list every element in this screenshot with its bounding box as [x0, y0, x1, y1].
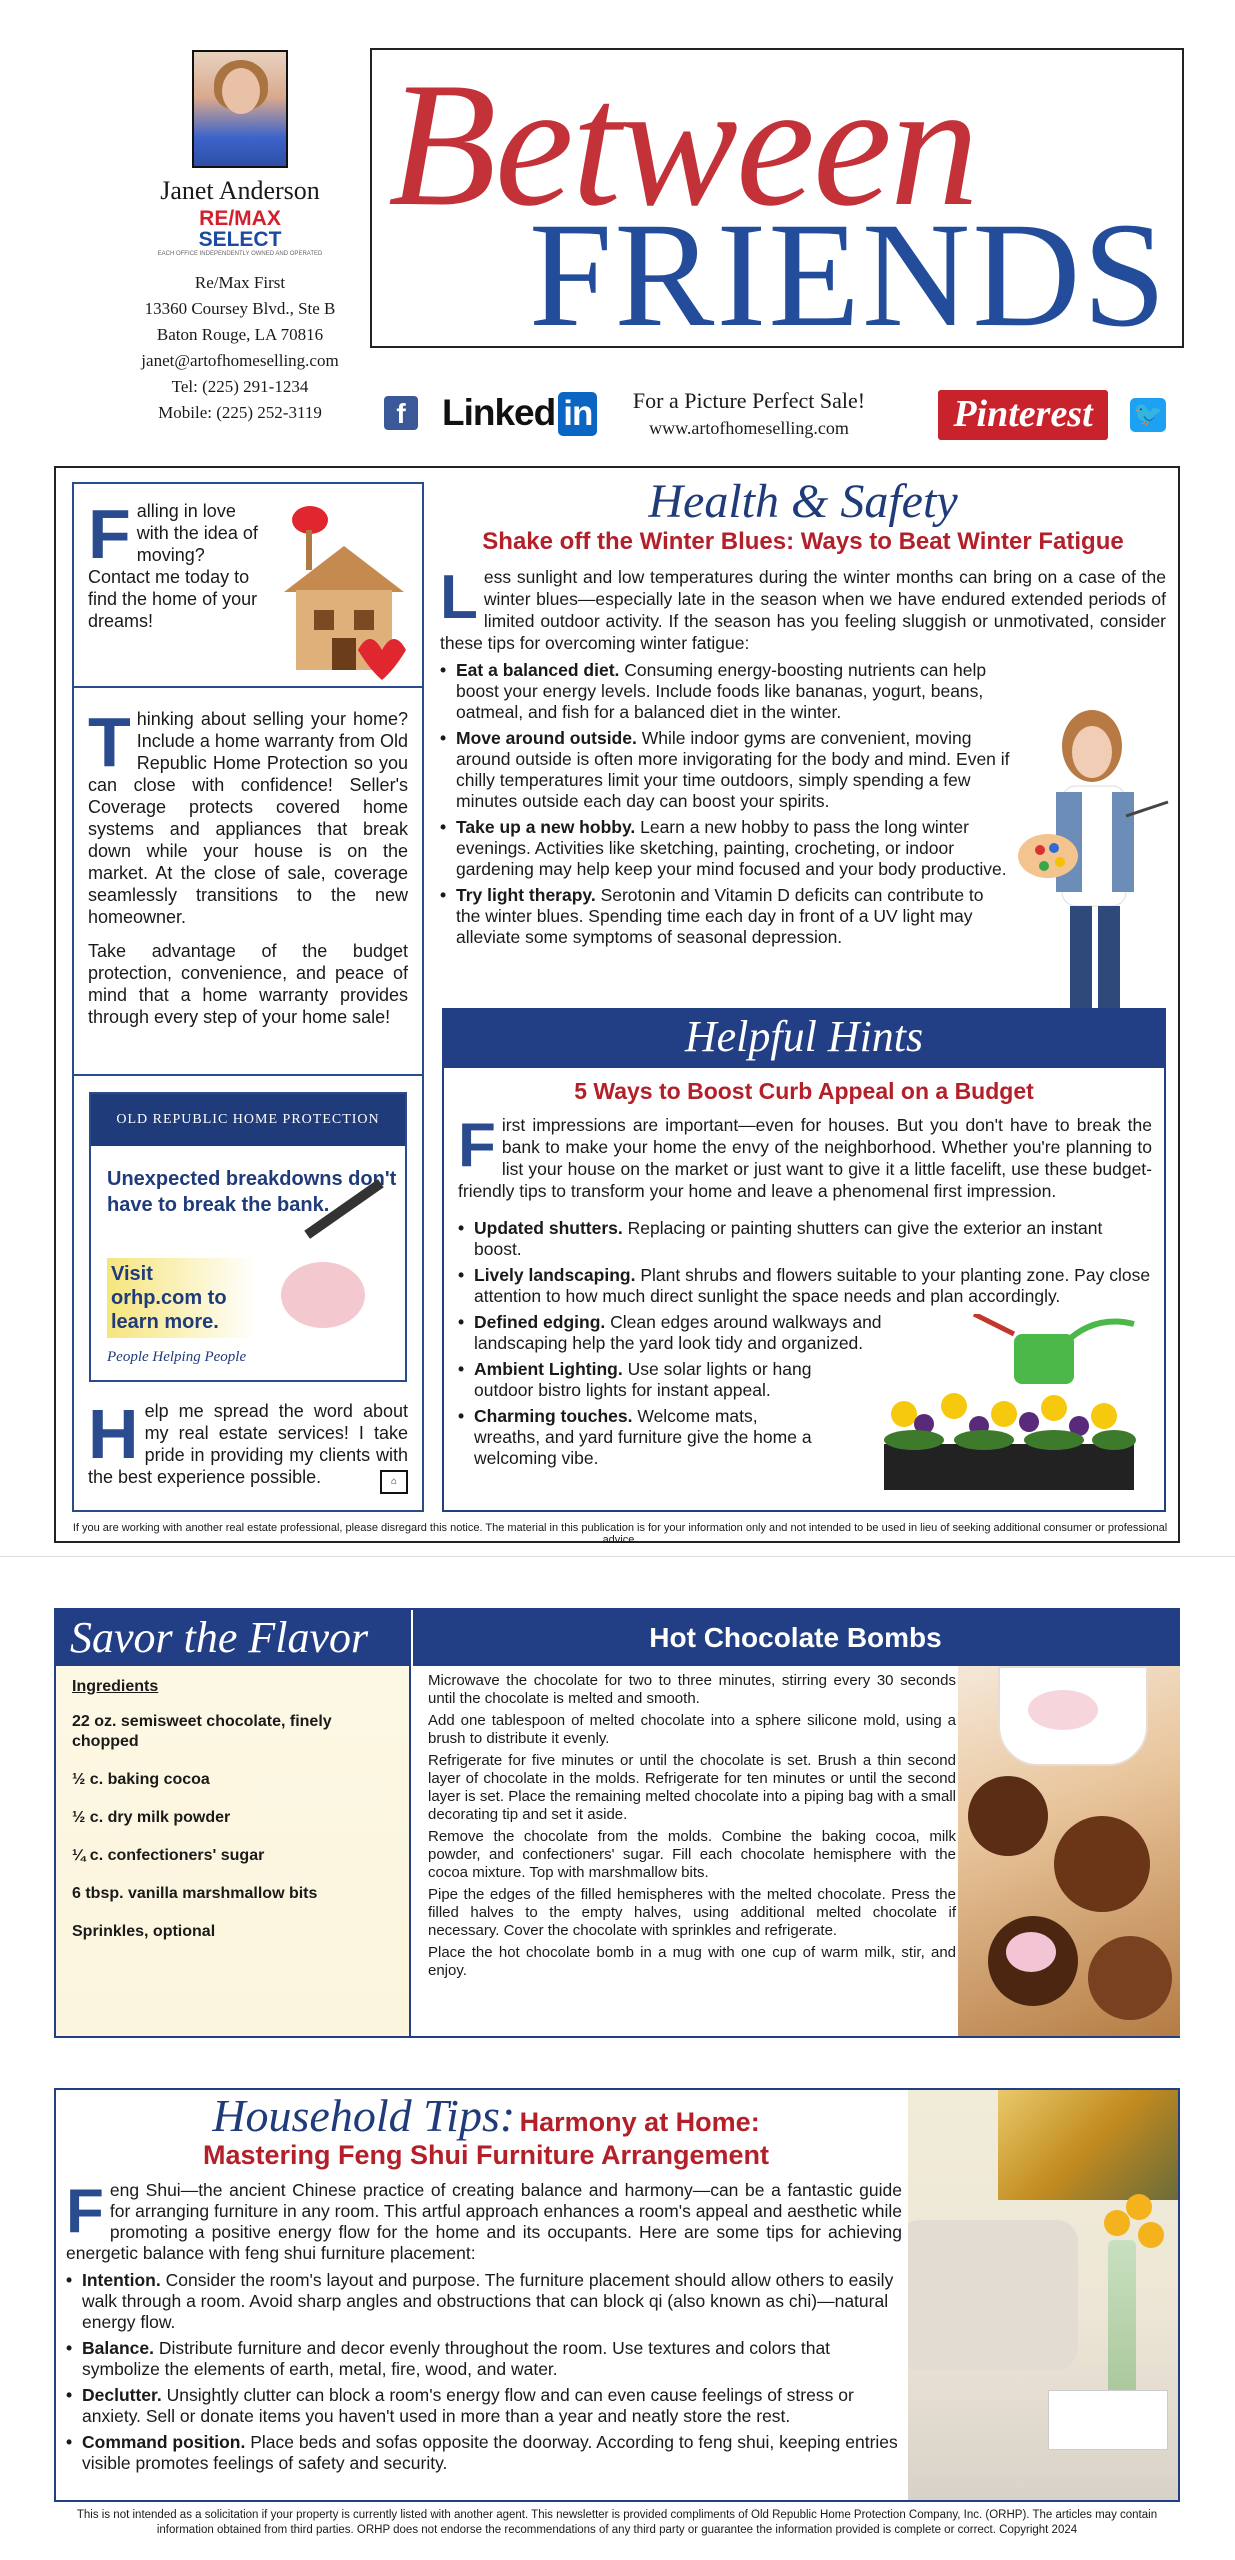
potted-flowers-image: [864, 1314, 1154, 1494]
household-tips-subtitle: Mastering Feng Shui Furniture Arrangement: [202, 2140, 770, 2170]
list-item: • Ambient Lighting. Use solar lights or hang outdoor bistro lights for instant appeal.: [458, 1359, 858, 1401]
tagline: For a Picture Perfect Sale! www.artofhomeselling.com: [614, 388, 884, 439]
list-item: • Defined edging. Clean edges around walkways and landscaping help the yard look tidy and organized.: [458, 1312, 898, 1354]
orhp-brand: OLD REPUBLIC HOME PROTECTION: [91, 1094, 405, 1146]
list-item: • Lively landscaping. Plant shrubs and flowers suitable to your planting zone. Pay close attention to how much direct sunlight the space needs and plan accordingly.: [458, 1265, 1152, 1307]
household-tips-section: [54, 2088, 1180, 2502]
ad-slogan: People Helping People: [107, 1349, 247, 1365]
list-item: • Declutter. Unsightly clutter can block a room's energy flow and can even cause feelings of stress or anxiety. Sell or donate items you haven't used in more than a year and neatly store the rest.: [66, 2385, 902, 2427]
disclaimer-front: If you are working with another real estate professional, please disregard this notice. The material in this publication is for your information only and not intended to be used in lieu of seeking additional consumer or professional advice.: [72, 1522, 1168, 1546]
recipe-step: Refrigerate for five minutes or until the chocolate is set. Brush a thin second layer of chocolate in the molds. Refrigerate for ten minutes or until the second layer is set. Place the remaining melted chocolate into a piping bag with a small decorating tip and set it aside.: [428, 1752, 956, 1823]
masthead-between: Between: [388, 45, 977, 243]
helpful-hints-title: Helpful Hints: [442, 1008, 1166, 1066]
helpful-hints-subtitle: 5 Ways to Boost Curb Appeal on a Budget: [574, 1078, 1034, 1104]
social-bar: [384, 388, 1184, 444]
drop-cap: H: [88, 1395, 139, 1473]
moving-promo-box: [72, 482, 424, 688]
newsletter-masthead: [370, 45, 1184, 358]
warranty-paragraph-1: hinking about selling your home? Include a home warranty from Old Republic Home Protection so you can close with confidence! Seller's Coverage protects covered home systems and appliances that break down while your house is on the market. At the close of sale, coverage seamlessly transitions to the new homeowner.: [88, 709, 408, 927]
agent-office: Re/Max First: [194, 273, 286, 292]
ingredient-item: ¼ c. confectioners' sugar: [72, 1847, 265, 1864]
list-item: • Updated shutters. Replacing or painting shutters can give the exterior an instant boost.: [458, 1218, 1152, 1260]
list-item: • Intention. Consider the room's layout and purpose. The furniture placement should allow others to easily walk through a room. Avoid sharp angles and obstructions that can block qi (also known as chi)—natural energy flow.: [66, 2270, 902, 2333]
recipe-steps: [428, 1672, 956, 1984]
helpful-hints-box: [442, 1066, 1166, 1512]
health-safety-subtitle: Shake off the Winter Blues: Ways to Beat Winter Fatigue: [482, 528, 1124, 555]
agent-email[interactable]: janet@artofhomeselling.com: [141, 351, 339, 370]
warranty-paragraph-2: Take advantage of the budget protection, convenience, and peace of mind that a home warranty provides through every step of your home sale!: [88, 941, 408, 1027]
agent-name: Janet Anderson: [160, 176, 320, 205]
hot-chocolate-image: [958, 1666, 1180, 2036]
list-item: • Charming touches. Welcome mats, wreaths, and yard furniture give the home a welcoming vibe.: [458, 1406, 828, 1469]
equal-housing-icon: ⌂: [380, 1470, 408, 1494]
drop-cap: T: [88, 703, 131, 781]
ingredient-item: Sprinkles, optional: [72, 1923, 216, 1940]
list-item: • Balance. Distribute furniture and decor evenly throughout the room. Use textures and colors that symbolize the elements of earth, metal, fire, wood, and water.: [66, 2338, 902, 2380]
orhp-ad[interactable]: [89, 1092, 407, 1382]
moving-promo-text: alling in love with the idea of moving? Contact me today to find the home of your dreams!: [88, 501, 258, 631]
helpful-hints-intro: First impressions are important—even for houses. But you don't have to break the bank to make your home the envy of the neighborhood. Whether you're planning to list your house on the market or just want to give it a little facelift, use these budget-friendly tips to transform your home and leave a phenomenal first impression.: [458, 1111, 1152, 1201]
health-safety-title: Health & Safety: [648, 475, 958, 528]
recipe-step: Pipe the edges of the filled hemispheres with the melted chocolate. Press the filled halves to the empty halves, using additional melted chocolate if necessary. Cover the chocolate with sprinkles and refrigerate.: [428, 1886, 956, 1939]
agent-address-street: 13360 Coursey Blvd., Ste B: [144, 299, 336, 318]
facebook-icon[interactable]: f: [384, 396, 418, 430]
recipe-step: Add one tablespoon of melted chocolate into a sphere silicone mold, using a brush to distribute it evenly.: [428, 1712, 956, 1747]
drop-cap: F: [458, 1111, 496, 1180]
health-safety-intro: Less sunlight and low temperatures during the winter months can bring on a case of the winter blues—especially late in the season when we have endured extended periods of limited outdoor activity. If the season has you feeling sluggish or unmotivated, consider these tips for overcoming winter fatigue:: [440, 563, 1166, 653]
ingredient-item: 6 tbsp. vanilla marshmallow bits: [72, 1885, 318, 1902]
website-link[interactable]: www.artofhomeselling.com: [649, 418, 849, 438]
agent-phone: Tel: (225) 291-1234: [171, 377, 309, 396]
recipe-step: Microwave the chocolate for two to three minutes, stirring every 30 seconds until the chocolate is melted and smooth.: [428, 1672, 956, 1707]
list-item: • Move around outside. While indoor gyms are convenient, moving around outside is often more invigorating for the body and mind. Even if chilly temperatures limit your time outdoors, simply spending a few minutes outside each day can boost your spirits.: [440, 728, 1010, 812]
ingredients-panel: [56, 1666, 411, 2036]
recipe-section: [54, 1608, 1180, 2038]
drop-cap: F: [88, 495, 131, 573]
agent-photo: [192, 50, 288, 168]
list-item: • Take up a new hobby. Learn a new hobby to pass the long winter evenings. Activities like sketching, painting, crocheting, or indoor gardening may help keep your mind focused and your body productive.: [440, 817, 1010, 880]
drop-cap: L: [440, 563, 478, 632]
list-item: • Try light therapy. Serotonin and Vitamin D deficits can contribute to the winter blues. Spending time each day in front of a UV light may alleviate some symptoms of seasonal depression.: [440, 885, 1010, 948]
household-tips-intro: Feng Shui—the ancient Chinese practice of creating balance and harmony—can be a fantastic guide for arranging furniture in any room. This artful approach enhances a room's appeal and aesthetic while promoting a positive energy flow for the home and its occupants. Here are some tips for achieving energetic balance with feng shui furniture placement:: [66, 2177, 902, 2263]
drop-cap: F: [66, 2177, 104, 2246]
savor-title: Savor the Flavor: [56, 1610, 411, 1666]
agent-card: [60, 50, 420, 426]
disclaimer-back: This is not intended as a solicitation if your property is currently listed with another agent. This newsletter is provided compliments of Old Republic Home Protection Company, Inc. (ORHP). The articles may contain information obtained from third parties. ORHP does not endorse the recommendations of any third party or guarantee the information provided is complete or correct. Copyright 2024: [76, 2509, 1158, 2536]
ad-headline: Unexpected breakdowns don't have to break the bank.: [107, 1168, 397, 1216]
recipe-step: Remove the chocolate from the molds. Combine the baking cocoa, milk powder, and confectioners' sugar. Fill each chocolate hemisphere with the cocoa mixture. Top with marshmallow bits.: [428, 1828, 956, 1881]
masthead-friends: FRIENDS: [528, 192, 1168, 358]
agent-address-city: Baton Rouge, LA 70816: [156, 325, 324, 344]
recipe-step: Place the hot chocolate bomb in a mug with one cup of warm milk, stir, and enjoy.: [428, 1944, 956, 1979]
house-hearts-illustration: [274, 500, 414, 680]
home-warranty-box: [72, 686, 424, 1076]
piggy-bank-icon: [281, 1262, 365, 1328]
front-page-frame: [54, 466, 1180, 1543]
health-safety-tips: [440, 660, 1010, 953]
referral-box: [72, 1074, 424, 1512]
referral-text: elp me spread the word about my real estate services! I take pride in providing my clients with the best experience possible.: [88, 1401, 408, 1487]
twitter-icon[interactable]: 🐦: [1130, 398, 1166, 432]
remax-logo: RE/MAX SELECT EACH OFFICE INDEPENDENTLY OWNED AND OPERATED: [157, 207, 323, 257]
page-divider: [0, 1556, 1235, 1557]
ad-cta[interactable]: Visit orhp.com to learn more.: [107, 1258, 257, 1338]
list-item: • Eat a balanced diet. Consuming energy-boosting nutrients can help boost your energy levels. Include foods like bananas, yogurt, beans, oatmeal, and fish for a balanced diet in the winter.: [440, 660, 1010, 723]
ingredient-item: 22 oz. semisweet chocolate, finely chopped: [72, 1713, 332, 1750]
recipe-title: Hot Chocolate Bombs: [413, 1610, 1178, 1666]
ingredient-item: ½ c. dry milk powder: [72, 1809, 231, 1826]
pinterest-icon[interactable]: Pinterest: [938, 390, 1108, 440]
painter-woman-image: [1000, 706, 1170, 1036]
household-tips-title: Household Tips: Harmony at Home:: [212, 2090, 760, 2141]
living-room-image: [908, 2090, 1178, 2500]
ingredients-heading: Ingredients: [72, 1678, 159, 1695]
feng-shui-tips: [66, 2270, 902, 2479]
list-item: • Command position. Place beds and sofas opposite the doorway. According to feng shui, keeping entries visible promotes feelings of safety and security.: [66, 2432, 902, 2474]
ingredient-item: ½ c. baking cocoa: [72, 1771, 210, 1788]
linkedin-icon[interactable]: Linked in: [442, 392, 597, 436]
agent-mobile: Mobile: (225) 252-3119: [158, 403, 322, 422]
